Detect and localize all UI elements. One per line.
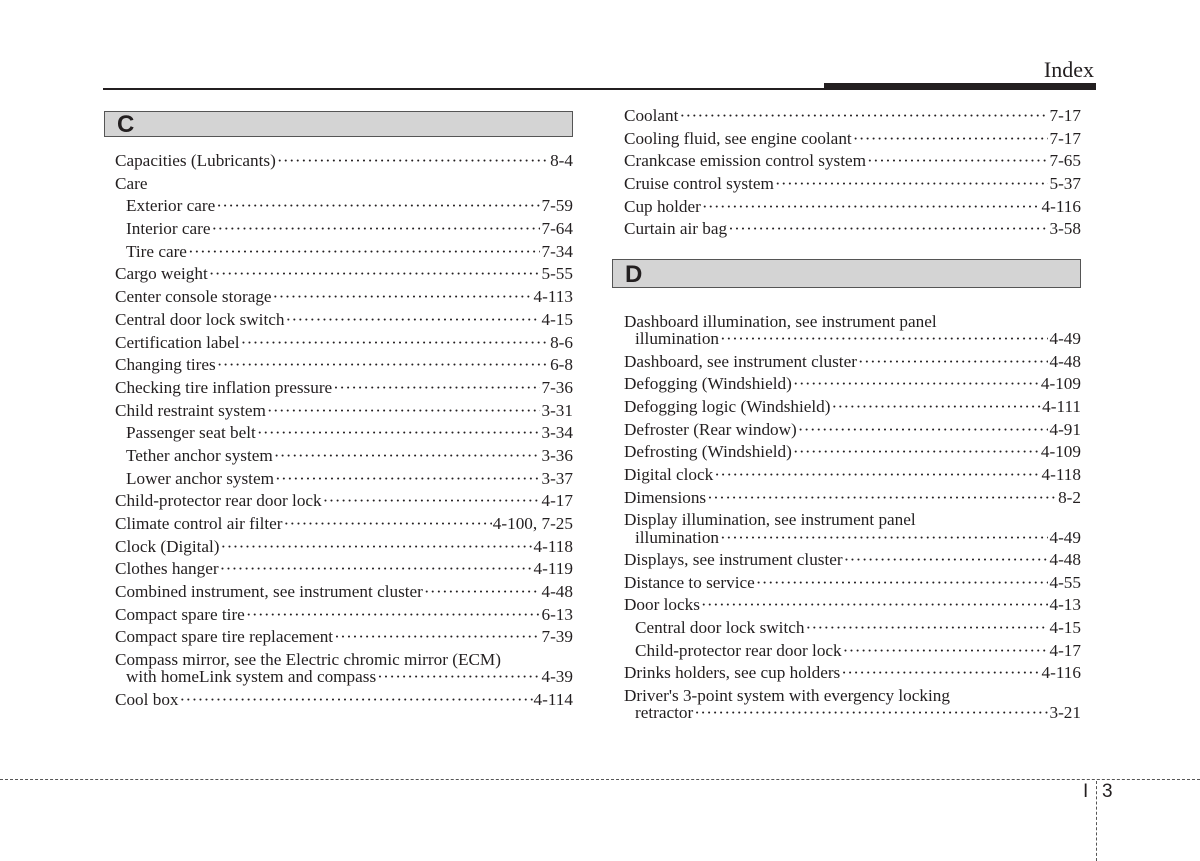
index-entry-text: Dimensions <box>624 487 707 507</box>
index-entry-page: 8-2 <box>1058 487 1081 507</box>
index-entry-text: Changing tires <box>115 355 216 375</box>
index-entry-text: Door locks <box>624 595 700 615</box>
leader-dots <box>707 487 1057 510</box>
leader-dots <box>843 640 1049 663</box>
index-entry-page: 5-55 <box>541 264 573 284</box>
index-entry-text: Digital clock <box>624 465 714 485</box>
index-entry-text: Display illumination, see instrument panel <box>624 510 916 530</box>
index-entry <box>624 173 1081 196</box>
leader-dots <box>702 196 1041 219</box>
index-entry <box>115 649 573 689</box>
index-entry <box>624 441 1081 464</box>
index-entry-text-continued: illumination <box>635 527 720 547</box>
leader-dots <box>793 373 1040 396</box>
index-entry-text: Compass mirror, see the Electric chromic mirror (ECM) <box>115 650 501 670</box>
index-entry-text: Certification label <box>115 332 240 352</box>
index-entry <box>115 581 573 604</box>
index-entry-text: Compact spare tire <box>115 604 245 624</box>
leader-dots <box>853 128 1049 151</box>
index-entry-page: 4-17 <box>1049 640 1081 660</box>
leader-dots <box>793 441 1040 464</box>
page-number: 3 <box>1102 781 1113 802</box>
index-entry-page: 8-6 <box>550 332 573 352</box>
index-entry-text: Cargo weight <box>115 264 208 284</box>
footer-dashed-rule <box>0 779 1200 780</box>
index-entry <box>624 311 1081 351</box>
index-entry <box>115 422 573 445</box>
index-entry-page: 4-118 <box>1041 465 1081 485</box>
index-entry-page: 4-15 <box>1049 618 1081 638</box>
index-entry-text: Curtain air bag <box>624 219 728 239</box>
index-entry-text: Center console storage <box>115 287 272 307</box>
index-entry <box>624 487 1081 510</box>
index-entry <box>624 373 1081 396</box>
index-entry-text: Drinks holders, see cup holders <box>624 663 841 683</box>
index-entry-text: Defroster (Rear window) <box>624 419 797 439</box>
index-entry-page: 3-31 <box>541 400 573 420</box>
index-entry-page: 4-48 <box>541 582 573 602</box>
leader-dots <box>334 626 540 649</box>
index-entry-page: 3-34 <box>541 423 573 443</box>
index-entry <box>624 662 1081 685</box>
index-entry <box>624 594 1081 617</box>
leader-dots <box>756 572 1049 595</box>
leader-dots <box>273 286 533 309</box>
index-entry <box>115 689 573 712</box>
index-entry-text: Capacities (Lubricants) <box>115 151 276 170</box>
leader-dots <box>867 150 1048 173</box>
index-entry-page: 3-36 <box>541 445 573 465</box>
leader-dots <box>180 689 533 712</box>
leader-dots <box>805 617 1048 640</box>
index-entry-page: 4-48 <box>1049 550 1081 569</box>
index-entry-text: Defogging (Windshield) <box>624 374 792 394</box>
index-entry-text: Lower anchor system <box>126 468 274 488</box>
index-entry-page: 4-55 <box>1049 572 1081 592</box>
leader-dots <box>841 662 1040 685</box>
index-entry-page: 5-37 <box>1049 174 1081 194</box>
index-entry-text: Crankcase emission control system <box>624 151 867 171</box>
index-entry-text: Clock (Digital) <box>115 536 220 556</box>
index-entry-text: Climate control air filter <box>115 514 283 533</box>
leader-dots <box>694 704 1048 721</box>
index-entry-page: 3-37 <box>541 468 573 488</box>
leader-dots <box>241 332 550 355</box>
index-entry <box>624 196 1081 219</box>
index-entry-text: Dashboard, see instrument cluster <box>624 351 857 371</box>
leader-dots <box>831 396 1041 419</box>
index-entry <box>624 640 1081 663</box>
index-entry <box>115 536 573 559</box>
page-title: Index <box>1043 57 1094 82</box>
index-entry-page: 7-17 <box>1049 106 1081 125</box>
leader-dots <box>333 377 540 400</box>
index-entry <box>624 685 1081 725</box>
index-entry-page: 7-59 <box>541 196 573 216</box>
index-entry <box>624 128 1081 151</box>
index-entry-page: 7-17 <box>1049 128 1081 148</box>
leader-dots <box>216 195 540 218</box>
leader-dots <box>720 330 1048 347</box>
index-entry <box>624 150 1081 173</box>
index-entry-page: 3-58 <box>1049 219 1081 239</box>
index-entry <box>115 354 573 377</box>
leader-dots <box>284 513 492 536</box>
index-entry-text: Child restraint system <box>115 400 266 420</box>
index-entry-text: Cool box <box>115 689 179 709</box>
index-entry <box>115 377 573 400</box>
leader-dots <box>246 604 541 627</box>
index-entry-text: Driver's 3-point system with evergency locking <box>624 686 950 706</box>
index-entry-page: 3-21 <box>1049 703 1081 723</box>
index-entry-text: Coolant <box>624 106 679 125</box>
index-entry-text: Exterior care <box>126 196 216 216</box>
page-section-letter: I <box>1083 781 1089 802</box>
index-entry-page: 7-34 <box>541 241 573 261</box>
leader-dots <box>701 594 1049 617</box>
index-entry <box>115 513 573 536</box>
section-header-c: C <box>104 111 573 137</box>
index-entry <box>115 604 573 627</box>
index-entry-page: 4-111 <box>1042 396 1081 416</box>
index-entry <box>115 173 573 196</box>
index-entry-page: 7-65 <box>1049 151 1081 171</box>
index-entry-page: 7-64 <box>541 219 573 239</box>
index-entry <box>624 351 1081 374</box>
leader-dots <box>720 529 1048 546</box>
leader-dots <box>377 668 540 685</box>
leader-dots <box>209 263 541 286</box>
leader-dots <box>858 351 1049 374</box>
index-entry <box>115 263 573 286</box>
index-entry <box>115 468 573 491</box>
index-entry-page: 4-100, 7-25 <box>492 514 573 533</box>
header-accent-bar <box>824 83 1096 90</box>
index-entry-page: 7-39 <box>541 627 573 647</box>
index-entry-text: Child-protector rear door lock <box>635 640 842 660</box>
index-entry-text: Cooling fluid, see engine coolant <box>624 128 852 148</box>
index-entry-text: Cruise control system <box>624 174 774 194</box>
index-entry-page: 4-116 <box>1041 196 1081 216</box>
index-entry-page: 4-114 <box>533 689 573 709</box>
index-entry-page: 4-48 <box>1049 351 1081 371</box>
index-entry-page: 7-36 <box>541 377 573 397</box>
leader-dots <box>221 536 533 559</box>
index-entry <box>115 241 573 264</box>
index-column-c-continued <box>624 105 1081 241</box>
index-entry <box>624 572 1081 595</box>
index-entry-page: 4-109 <box>1040 374 1081 394</box>
leader-dots <box>257 422 541 445</box>
index-entry-text: Dashboard illumination, see instrument panel <box>624 312 937 331</box>
leader-dots <box>323 490 541 513</box>
index-entry <box>115 626 573 649</box>
index-entry <box>624 617 1081 640</box>
index-entry-text: Displays, see instrument cluster <box>624 550 843 569</box>
leader-dots <box>275 468 541 491</box>
index-column-c <box>115 150 573 711</box>
index-entry-text: Care <box>115 173 148 193</box>
footer-dashed-divider <box>1096 781 1097 861</box>
index-entry-page: 4-113 <box>533 287 573 307</box>
index-entry <box>115 490 573 513</box>
leader-dots <box>211 218 540 241</box>
index-entry-page: 4-17 <box>541 491 573 511</box>
index-entry-text-continued: retractor <box>635 703 694 723</box>
index-entry-page: 4-39 <box>541 667 573 687</box>
index-entry-page: 4-109 <box>1040 442 1081 462</box>
index-entry-text: Combined instrument, see instrument cluster <box>115 582 423 602</box>
index-entry-page: 6-8 <box>550 355 573 375</box>
index-entry <box>624 218 1081 241</box>
index-entry <box>624 396 1081 419</box>
index-entry <box>115 558 573 581</box>
index-entry-text: Interior care <box>126 219 211 239</box>
index-entry-page: 4-13 <box>1049 595 1081 615</box>
leader-dots <box>424 581 541 604</box>
index-entry-text-continued: illumination <box>635 329 720 349</box>
index-entry-page: 4-91 <box>1049 419 1081 439</box>
index-entry-page: 4-119 <box>533 559 573 579</box>
leader-dots <box>220 558 533 581</box>
leader-dots <box>728 218 1048 241</box>
leader-dots <box>267 400 541 423</box>
index-entry <box>624 464 1081 487</box>
index-entry <box>115 332 573 355</box>
leader-dots <box>775 173 1049 196</box>
index-entry-text: Central door lock switch <box>635 618 805 638</box>
index-entry-page: 4-15 <box>541 309 573 329</box>
index-entry-text: Tire care <box>126 241 187 261</box>
index-entry <box>115 400 573 423</box>
section-header-d: D <box>612 259 1081 288</box>
index-entry <box>624 419 1081 442</box>
index-entry-page: 8-4 <box>550 151 573 170</box>
index-entry-text: Checking tire inflation pressure <box>115 377 333 397</box>
leader-dots <box>714 464 1040 487</box>
index-entry-text: Tether anchor system <box>126 445 273 465</box>
leader-dots <box>277 150 549 173</box>
index-entry-text: Defrosting (Windshield) <box>624 442 792 462</box>
index-entry <box>115 150 573 173</box>
index-entry-page: 4-116 <box>1041 663 1081 683</box>
index-entry <box>115 286 573 309</box>
index-entry <box>115 195 573 218</box>
leader-dots <box>188 241 541 264</box>
index-entry-page: 4-49 <box>1049 329 1081 349</box>
leader-dots <box>148 173 572 196</box>
index-entry <box>115 309 573 332</box>
index-entry-page: 6-13 <box>541 604 573 624</box>
leader-dots <box>679 105 1048 128</box>
index-entry-text: Defogging logic (Windshield) <box>624 396 831 416</box>
index-column-d <box>624 311 1081 725</box>
leader-dots <box>274 445 541 468</box>
index-entry-text: Child-protector rear door lock <box>115 491 322 511</box>
index-entry-text-continued: with homeLink system and compass <box>126 667 377 687</box>
index-entry-page: 4-118 <box>533 536 573 556</box>
index-entry-text: Distance to service <box>624 572 755 592</box>
index-entry <box>624 509 1081 549</box>
index-entry <box>624 105 1081 128</box>
index-entry-text: Compact spare tire replacement <box>115 627 334 647</box>
index-entry-text: Passenger seat belt <box>126 423 256 443</box>
index-entry <box>115 218 573 241</box>
index-entry-text: Cup holder <box>624 196 701 216</box>
index-entry <box>115 445 573 468</box>
index-entry-text: Central door lock switch <box>115 309 285 329</box>
leader-dots <box>285 309 540 332</box>
index-entry-text: Clothes hanger <box>115 559 219 579</box>
index-entry-page: 4-49 <box>1049 527 1081 547</box>
leader-dots <box>844 549 1049 572</box>
leader-dots <box>798 419 1049 442</box>
index-entry <box>624 549 1081 572</box>
leader-dots <box>217 354 549 377</box>
